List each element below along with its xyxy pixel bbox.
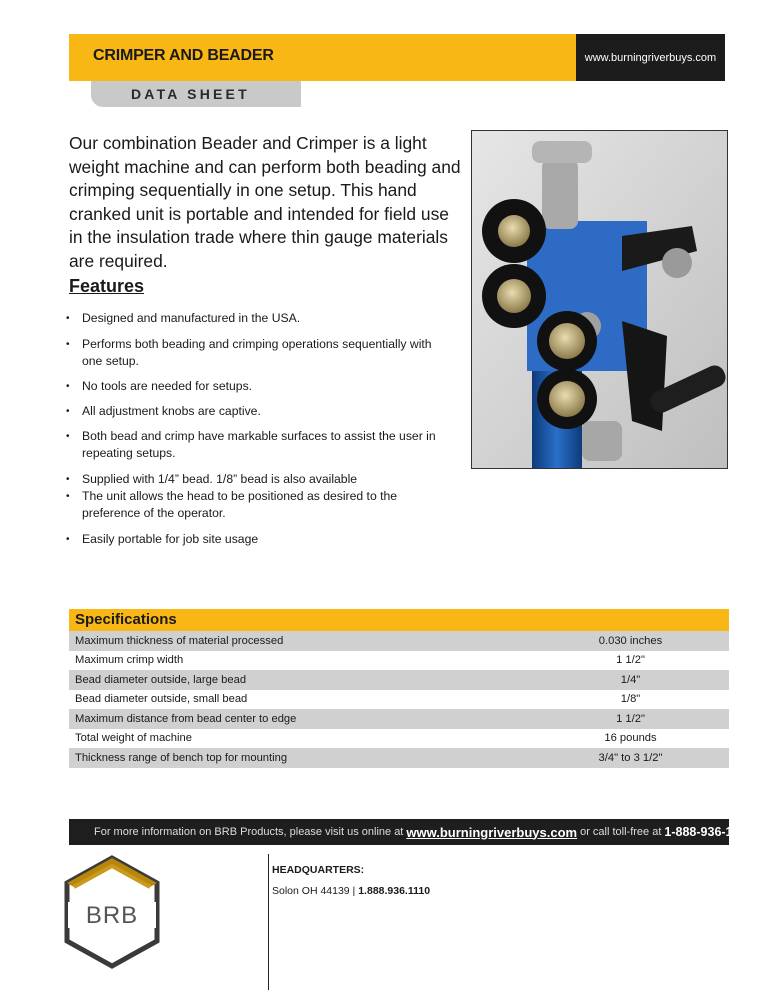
divider-line [268,854,269,990]
spec-value: 1/8" [620,693,641,706]
table-row [69,631,729,651]
feature-item: • Both bead and crimp have markable surfaces to assist the user in repeating setups. [66,428,467,462]
spec-value: 0.030 inches [532,631,729,651]
spec-label: Thickness range of bench top for mounting [69,748,532,768]
table-row [69,651,729,671]
feature-item: • Supplied with 1/4” bead. 1/8” bead is also available [66,471,466,488]
crimper-beader-illustration [472,131,728,469]
spec-value: 16 pounds [604,732,657,745]
footer-text-call: or call toll-free at [580,826,662,838]
table-row [69,670,729,690]
feature-item: • All adjustment knobs are captive. [66,403,466,420]
specifications-table [69,631,729,768]
data-sheet-label: DATA SHEET [131,86,250,102]
table-row [69,709,729,729]
spec-value: 1 1/2" [616,654,645,667]
specifications-heading: Specifications [75,611,177,628]
footer-bar [69,819,756,845]
spec-label: Maximum distance from bead center to edge [69,709,532,729]
feature-item: • The unit allows the head to be positioned as desired to the preference of the operator. [66,488,442,522]
spec-value: 1 1/2" [532,709,729,729]
hq-phone: 1.888.936.1110 [358,885,431,897]
website-link[interactable]: www.burningriverbuys.com [576,34,725,81]
feature-item: • Performs both beading and crimping operations sequentially with one setup. [66,336,452,370]
footer-phone: 1-888-936-1110. [664,825,756,839]
features-list [66,310,466,548]
specifications-heading-bar [69,609,729,631]
headquarters-heading: HEADQUARTERS: [272,864,365,876]
spec-label: Bead diameter outside, small bead [75,693,248,706]
feature-item: • Easily portable for job site usage [66,531,466,548]
product-photo [471,130,728,469]
brb-logo [62,855,162,970]
spec-value: 1/4" [532,670,729,690]
table-row [69,748,729,768]
spec-label: Maximum crimp width [75,654,184,667]
features-heading: Features [69,276,145,296]
intro-paragraph: Our combination Beader and Crimper is a light weight machine and can perform both beading and crimping sequentially in one setup. This hand cranked unit is portable and intended for field use in the insulation trade where thin gauge materials are required. [69,133,461,271]
feature-item: • Designed and manufactured in the USA. [66,310,466,327]
data-sheet-tab [91,81,301,107]
spec-label: Maximum thickness of material processed [69,631,532,651]
logo-text: BRB [85,902,139,929]
spec-value: 3/4" to 3 1/2" [532,748,729,768]
footer-text: For more information on BRB Products, please visit us online at [94,826,404,838]
feature-item: • No tools are needed for setups. [66,378,466,395]
footer-website-link[interactable]: www.burningriverbuys.com [406,824,578,840]
headquarters-info [272,885,430,897]
page-title: CRIMPER AND BEADER [93,47,274,64]
spec-label: Bead diameter outside, large bead [69,670,532,690]
spec-label: Total weight of machine [75,732,192,745]
hq-location: Solon OH 44139 | [272,885,356,897]
table-row [69,690,729,710]
table-row [69,729,729,749]
brb-logo-icon [62,855,162,970]
